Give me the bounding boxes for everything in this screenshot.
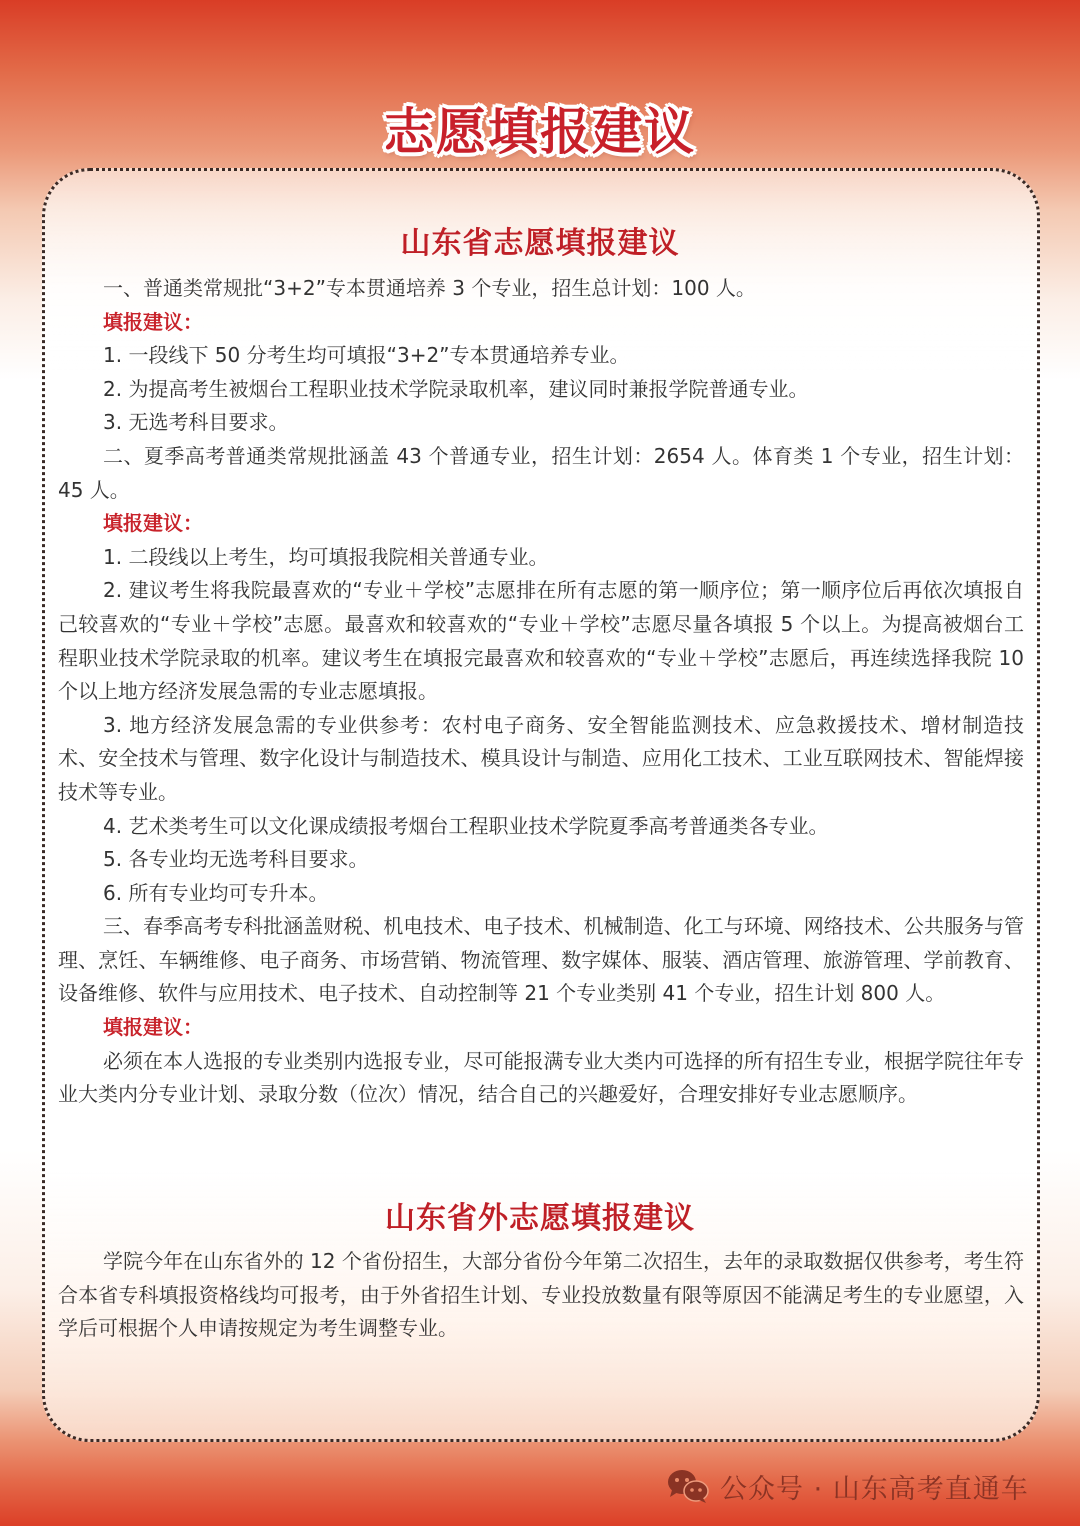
shandong-advice-body [58,272,1024,1112]
paragraph: 1. 二段线以上考生，均可填报我院相关普通专业。 [103,544,549,569]
paragraph: 3. 无选考科目要求。 [103,410,289,435]
paragraph: 学院今年在山东省外的 12 个省份招生，大部分省份今年第二次招生，去年的录取数据仅供参考，考生符合本省专科填报资格线均可报考，由于外省招生计划、专业投放数量有限等原因不能满足考生的专业愿望，入学后可根据个人申请按规定为考生调整专业。 [58,1249,1024,1341]
advice-label: 填报建议： [103,1015,203,1040]
advice-label: 填报建议： [103,511,203,536]
outside-advice-body [58,1245,1024,1346]
paragraph: 二、夏季高考普通类常规批涵盖 43 个普通专业，招生计划：2654 人。体育类 1 个专业，招生计划：45 人。 [58,443,1024,502]
advice-label: 填报建议： [103,309,203,334]
paragraph: 2. 建议考生将我院最喜欢的“专业＋学校”志愿排在所有志愿的第一顺序位；第一顺序位后再依次填报自己较喜欢的“专业＋学校”志愿。最喜欢和较喜欢的“专业＋学校”志愿尽量各填报 5 个以上。为提高被烟台工程职业技术学院录取的机率。建议考生在填报完最喜欢和较喜欢的“专业＋学校”志愿后，再连续选择我院 10 个以上地方经济发展急需的专业志愿填报。 [58,578,1024,704]
paragraph: 必须在本人选报的专业类别内选报专业，尽可能报满专业大类内可选择的所有招生专业，根据学院往年专业大类内分专业计划、录取分数（位次）情况，结合自己的兴趣爱好，合理安排好专业志愿顺序。 [58,1048,1024,1107]
paragraph: 一、普通类常规批“3+2”专本贯通培养 3 个专业，招生总计划：100 人。 [103,276,756,300]
page-title: 志愿填报建议 [384,103,696,161]
paragraph: 2. 为提高考生被烟台工程职业技术学院录取机率，建议同时兼报学院普通专业。 [103,376,809,401]
section-title-shandong: 山东省志愿填报建议 [400,226,680,261]
paragraph: 3. 地方经济发展急需的专业供参考：农村电子商务、安全智能监测技术、应急救援技术、增材制造技术、安全技术与管理、数字化设计与制造技术、模具设计与制造、应用化工技术、工业互联网技术、智能焊接技术等专业。 [58,712,1024,804]
section-title-outside: 山东省外志愿填报建议 [385,1201,695,1236]
paragraph: 6. 所有专业均可专升本。 [103,880,329,905]
paragraph: 1. 一段线下 50 分考生均可填报“3+2”专本贯通培养专业。 [103,343,630,368]
paragraph: 5. 各专业均无选考科目要求。 [103,847,369,872]
footer-text: 公众号 · 山东高考直通车 [720,1473,1029,1505]
paragraph: 三、春季高考专科批涵盖财税、机电技术、电子技术、机械制造、化工与环境、网络技术、公共服务与管理、烹饪、车辆维修、电子商务、市场营销、物流管理、数字媒体、服装、酒店管理、旅游管理、学前教育、设备维修、软件与应用技术、电子技术、自动控制等 21 个专业类别 41 个专业，招生计划 800 人。 [58,914,1024,1006]
wechat-icon [666,1468,710,1504]
paragraph: 4. 艺术类考生可以文化课成绩报考烟台工程职业技术学院夏季高考普通类各专业。 [103,813,829,838]
footer-watermark [666,1466,1029,1506]
